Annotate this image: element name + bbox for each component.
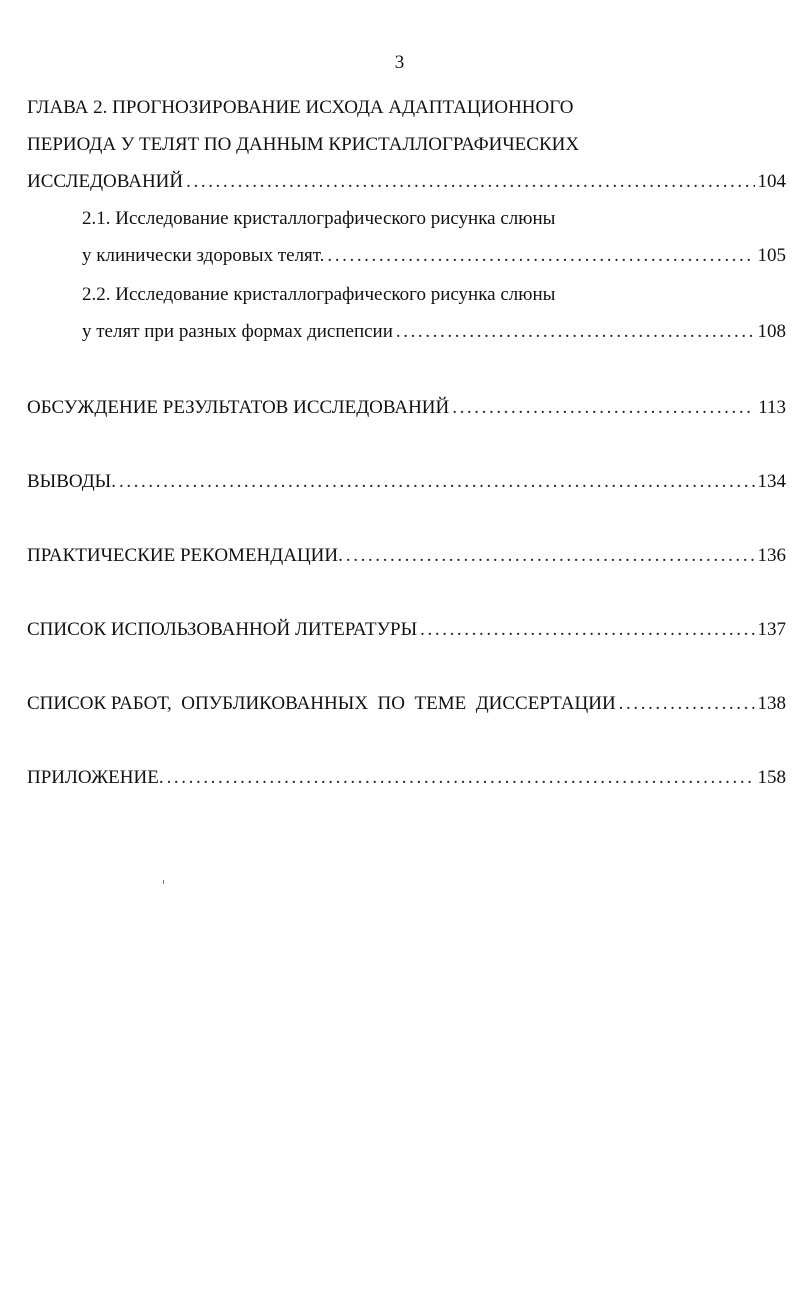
toc-entry-recommendations[interactable]: [27, 543, 786, 569]
toc-entry-label: СПИСОК ИСПОЛЬЗОВАННОЙ ЛИТЕРАТУРЫ: [27, 619, 418, 640]
toc-entry-chapter-2[interactable]: [27, 169, 786, 195]
toc-page-number: 113: [758, 397, 786, 418]
toc-entry-label: ВЫВОДЫ.: [27, 471, 116, 492]
toc-entry-section-2-2[interactable]: [82, 319, 786, 345]
toc-entry-label: у клинически здоровых телят.: [82, 245, 325, 266]
toc-page-number: 158: [757, 767, 786, 788]
toc-entry-label: ПРАКТИЧЕСКИЕ РЕКОМЕНДАЦИИ.: [27, 545, 343, 566]
toc-entry-discussion[interactable]: [27, 395, 786, 421]
toc-entry-label: ИССЛЕДОВАНИЙ: [27, 171, 184, 192]
toc-page-number: 104: [757, 171, 786, 192]
dot-leader: [119, 469, 755, 495]
scan-artifact: [163, 880, 164, 884]
toc-entry-publications[interactable]: [27, 691, 786, 717]
dot-leader: [186, 169, 754, 195]
dot-leader: [346, 543, 755, 569]
chapter-2-title-line-1: ГЛАВА 2. ПРОГНОЗИРОВАНИЕ ИСХОДА АДАПТАЦИОННОГО: [27, 97, 574, 118]
toc-entry-conclusions[interactable]: [27, 469, 786, 495]
page-number: 3: [394, 52, 405, 73]
section-2-1-title-line-1: 2.1. Исследование кристаллографического рисунка слюны: [82, 208, 556, 229]
toc-page-number: 134: [757, 471, 786, 492]
toc-entry-section-2-1[interactable]: [82, 243, 786, 269]
dot-leader: [167, 765, 755, 791]
toc-entry-label: ПРИЛОЖЕНИЕ.: [27, 767, 164, 788]
toc-entry-label: СПИСОК РАБОТ, ОПУБЛИКОВАННЫХ ПО ТЕМЕ ДИССЕРТАЦИИ: [27, 693, 616, 714]
toc-entry-label: у телят при разных формах диспепсии: [82, 321, 393, 342]
toc-page-number: 138: [757, 693, 786, 714]
dot-leader: [327, 243, 754, 269]
chapter-2-title-line-2: ПЕРИОДА У ТЕЛЯТ ПО ДАННЫМ КРИСТАЛЛОГРАФИЧЕСКИХ: [27, 134, 580, 155]
dot-leader: [619, 691, 755, 717]
toc-page-number: 137: [757, 619, 786, 640]
toc-entry-label: ОБСУЖДЕНИЕ РЕЗУЛЬТАТОВ ИССЛЕДОВАНИЙ: [27, 397, 450, 418]
dot-leader: [396, 319, 755, 345]
toc-page-number: 136: [757, 545, 786, 566]
dot-leader: [452, 395, 755, 421]
toc-entry-references[interactable]: [27, 617, 786, 643]
toc-page-number: 108: [757, 321, 786, 342]
toc-page-number: 105: [757, 245, 786, 266]
section-2-2-title-line-1: 2.2. Исследование кристаллографического рисунка слюны: [82, 284, 556, 305]
toc-entry-appendix[interactable]: [27, 765, 786, 791]
dot-leader: [420, 617, 754, 643]
